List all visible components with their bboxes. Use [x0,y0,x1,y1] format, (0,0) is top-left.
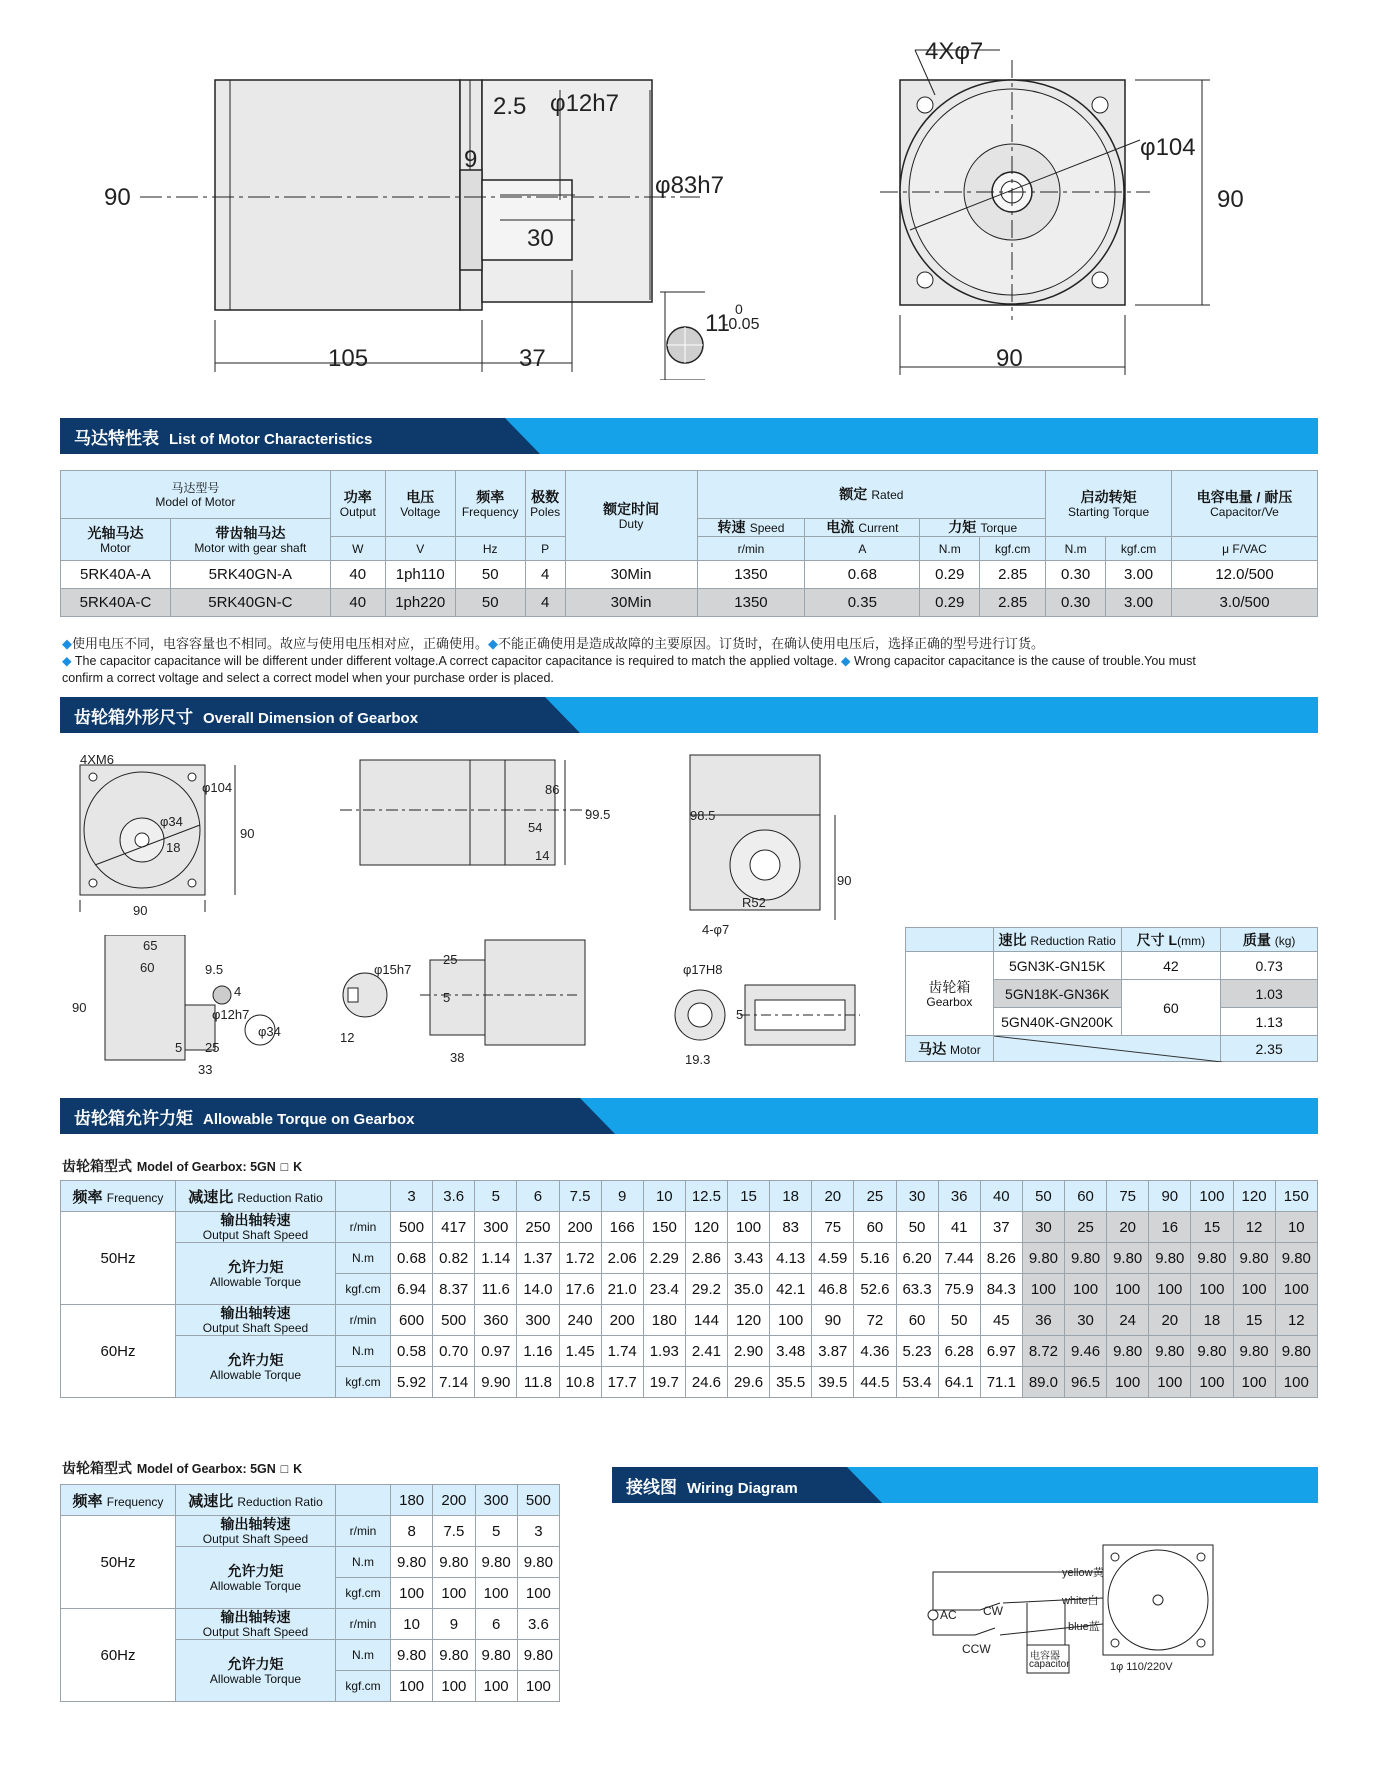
wiring-ccw-label: CCW [962,1642,991,1656]
torque-value-cell: 9.80 [517,1547,559,1578]
torque-value-cell: 89.0 [1022,1367,1064,1398]
torque-value-cell: 35.0 [728,1274,770,1305]
torque-value-cell: 16 [1149,1212,1191,1243]
ratio-header-cell: 60 [1065,1181,1107,1212]
torque-value-cell: 6.97 [980,1336,1022,1367]
table-row: 齿轮箱 Gearbox 5GN3K-GN15K 42 0.73 [906,952,1318,980]
ratio-header-cell: 3 [391,1181,433,1212]
supply-voltage-label: 1φ 110/220V [1110,1661,1173,1673]
torque-value-cell: 100 [1149,1367,1191,1398]
note-zh: ◆使用电压不同，电容容量也不相同。故应与使用电压相对应，正确使用。◆不能正确使用是造成故障的主要原因。订货时，在确认使用电压后，选择正确的型号进行订货。 [62,637,1045,652]
dim-83h7: φ83h7 [655,172,724,199]
dim-9: 9 [464,146,478,173]
torque-value-cell: 0.70 [433,1336,475,1367]
torque-value-cell: 100 [1275,1367,1317,1398]
torque-value-cell: 15 [1233,1305,1275,1336]
torque-value-cell: 83 [770,1212,812,1243]
torque-value-cell: 500 [433,1305,475,1336]
torque-value-cell: 100 [475,1671,517,1702]
torque-value-cell: 9.46 [1065,1336,1107,1367]
torque-value-cell: 0.58 [391,1336,433,1367]
torque-value-cell: 20 [1149,1305,1191,1336]
torque-value-cell: 52.6 [854,1274,896,1305]
torque-value-cell: 0.97 [475,1336,517,1367]
torque-value-cell: 1.16 [517,1336,559,1367]
ratio-header-cell: 18 [770,1181,812,1212]
torque-value-cell: 6 [475,1609,517,1640]
torque-value-cell: 8.37 [433,1274,475,1305]
torque-value-cell: 37 [980,1212,1022,1243]
torque-value-cell: 75 [812,1212,854,1243]
ratio-header-cell: 36 [938,1181,980,1212]
wire-blue-label: blue蓝 [1068,1621,1100,1633]
torque-value-cell: 9.80 [1275,1243,1317,1274]
torque-value-cell: 2.90 [728,1336,770,1367]
ratio-header-cell: 3.6 [433,1181,475,1212]
torque-value-cell: 500 [391,1212,433,1243]
ratio-header-cell: 10 [643,1181,685,1212]
torque-value-cell: 5.92 [391,1367,433,1398]
motor-front-view-drawing [880,30,1260,380]
torque-value-cell: 10 [1275,1212,1317,1243]
torque-value-cell: 9.80 [1191,1336,1233,1367]
torque-value-cell: 29.6 [728,1367,770,1398]
torque-value-cell: 25 [1065,1212,1107,1243]
torque-value-cell: 200 [601,1305,643,1336]
section-title-en: List of Motor Characteristics [169,431,373,448]
dim-90-right: 90 [1217,186,1244,213]
ratio-header-cell: 75 [1107,1181,1149,1212]
dim-105: 105 [328,345,369,372]
torque-value-cell: 2.41 [685,1336,727,1367]
torque-value-cell: 63.3 [896,1274,938,1305]
torque-value-cell: 3 [517,1516,559,1547]
torque-value-cell: 100 [391,1671,433,1702]
torque-value-cell: 23.4 [643,1274,685,1305]
torque-value-cell: 2.29 [643,1243,685,1274]
torque-value-cell: 50 [896,1212,938,1243]
torque-value-cell: 6.94 [391,1274,433,1305]
torque-value-cell: 8.72 [1022,1336,1064,1367]
torque-value-cell: 100 [1191,1367,1233,1398]
torque-value-cell: 100 [1107,1274,1149,1305]
torque-value-cell: 10 [391,1609,433,1640]
ratio-header-cell: 5 [475,1181,517,1212]
torque-value-cell: 1.37 [517,1243,559,1274]
ratio-header-cell: 25 [854,1181,896,1212]
torque-value-cell: 1.45 [559,1336,601,1367]
torque-value-cell: 100 [728,1212,770,1243]
dim-90-bottom: 90 [996,345,1023,372]
torque-value-cell: 3.87 [812,1336,854,1367]
ratio-header-cell: 30 [896,1181,938,1212]
torque-value-cell: 72 [854,1305,896,1336]
torque-value-cell: 9.80 [1107,1336,1149,1367]
torque-value-cell: 6.20 [896,1243,938,1274]
torque-value-cell: 9.80 [1107,1243,1149,1274]
table-row: 5GN40K-GN200K 1.13 [906,1008,1318,1036]
torque-value-cell: 84.3 [980,1274,1022,1305]
ratio-header-cell: 90 [1149,1181,1191,1212]
torque-value-cell: 9.90 [475,1367,517,1398]
torque-value-cell: 300 [517,1305,559,1336]
torque-value-cell: 9.80 [1065,1243,1107,1274]
torque-value-cell: 64.1 [938,1367,980,1398]
torque-value-cell: 9.80 [433,1547,475,1578]
dim-2-5: 2.5 [493,93,527,120]
torque-value-cell: 100 [517,1671,559,1702]
torque-value-cell: 0.68 [391,1243,433,1274]
torque-value-cell: 3.6 [517,1609,559,1640]
torque-value-cell: 9.80 [433,1640,475,1671]
wiring-ac-label: AC [940,1608,957,1622]
section-header-gearbox-dimension: 齿轮箱外形尺寸 Overall Dimension of Gearbox [60,697,1318,733]
torque-value-cell: 1.74 [601,1336,643,1367]
torque-value-cell: 100 [1275,1274,1317,1305]
torque-value-cell: 30 [1065,1305,1107,1336]
torque-value-cell: 9.80 [1233,1336,1275,1367]
torque-value-cell: 9.80 [1149,1243,1191,1274]
torque-value-cell: 4.59 [812,1243,854,1274]
motor-characteristics-table: 马达型号 Model of Motor 功率 Output 电压 Voltage 频率 Frequency 极数 Poles 额定时间 Duty 额定 Rated 启动转矩 Starting Torque 电容电量 / 耐压 Capacitor/Ve 光轴马达 Motor 带齿轴马达 Motor with gear shaft 转速 Speed 电流 Current 力矩 Torque W V Hz P r/min A N.m kgf.cm N.m kgf.cm μ F/VAC 5RK40A-A 5RK40GN-A 40 1ph110 50 4 30Min 1350 0.68 0.29 2.85 0.30 3.00 12.0/500 5RK40A-C 5RK40GN-C 40 1ph220 50 4 30Min 1350 0.35 0.29 2.85 0.30 3.00 3.0/500 [60,470,1318,617]
section-header-wiring: 接线图 Wiring Diagram [612,1467,1318,1503]
torque-value-cell: 8 [391,1516,433,1547]
torque-value-cell: 39.5 [812,1367,854,1398]
dim-90-height: 90 [104,184,131,211]
wire-white-label: white白 [1062,1595,1099,1607]
ratio-header-cell: 40 [980,1181,1022,1212]
torque-value-cell: 17.7 [601,1367,643,1398]
torque-value-cell: 10.8 [559,1367,601,1398]
torque-value-cell: 100 [475,1578,517,1609]
torque-value-cell: 120 [728,1305,770,1336]
torque-value-cell: 100 [1233,1274,1275,1305]
allowable-torque-table-1: 频率 Frequency 减速比 Reduction Ratio 3 3.6 5 6 7.5 9 10 12.5 15 18 20 25 30 36 40 50 60 75 90 100 120 150 50Hz 输出轴转速 Output Shaft Speed r/min 500 417 300 250 200 166 150 120 100 83 75 60 50 41 37 30 25 20 16 15 12 10 允许力矩 Allowable Torque N.m 0.68 0.82 1.14 1.37 1.72 2.06 2.29 2.86 3.43 4.13 4.59 5.16 6.20 7.44 8.26 9.80 9.80 9.80 9.80 9.80 9.80 9.80 kgf.cm 6.94 8.37 11.6 14.0 17.6 21.0 23.4 29.2 35.0 42.1 46.8 52.6 63.3 75.9 84.3 100 100 100 100 100 100 100 60Hz 输出轴转速 Output Shaft Speed r/min 600 500 360 300 240 200 180 144 120 100 90 72 60 50 45 36 30 24 20 18 15 12 允许力矩 Allowable Torque N.m 0.58 0.70 0.97 1.16 1.45 1.74 1.93 2.41 2.90 3.48 3.87 4.36 5.23 6.28 6.97 8.72 9.46 9.80 9.80 9.80 9.80 9.80 kgf.cm 5.92 7.14 9.90 11.8 10.8 17.7 19.7 24.6 29.6 35.5 39.5 44.5 53.4 64.1 71.1 89.0 96.5 100 100 100 100 100 [60,1180,1318,1398]
torque-value-cell: 9.80 [1149,1336,1191,1367]
torque-value-cell: 1.72 [559,1243,601,1274]
ratio-header-cell: 180 [391,1485,433,1516]
torque-value-cell: 100 [391,1578,433,1609]
ratio-header-cell: 20 [812,1181,854,1212]
torque-value-cell: 100 [1233,1367,1275,1398]
torque-value-cell: 300 [475,1212,517,1243]
torque-value-cell: 30 [1022,1212,1064,1243]
torque-value-cell: 1.93 [643,1336,685,1367]
torque-value-cell: 100 [1149,1274,1191,1305]
torque-value-cell: 600 [391,1305,433,1336]
torque-value-cell: 46.8 [812,1274,854,1305]
torque-value-cell: 250 [517,1212,559,1243]
torque-value-cell: 200 [559,1212,601,1243]
torque-value-cell: 19.7 [643,1367,685,1398]
dim-104: φ104 [1140,134,1196,161]
torque-value-cell: 71.1 [980,1367,1022,1398]
torque-value-cell: 9.80 [391,1547,433,1578]
torque-value-cell: 50 [938,1305,980,1336]
ratio-header-cell: 500 [517,1485,559,1516]
dim-37: 37 [519,345,546,372]
dim-tolerance-top: 0 [735,301,743,317]
torque-value-cell: 1.14 [475,1243,517,1274]
torque-value-cell: 100 [1107,1367,1149,1398]
torque-value-cell: 14.0 [517,1274,559,1305]
torque-value-cell: 9.80 [1275,1336,1317,1367]
torque-value-cell: 144 [685,1305,727,1336]
gearbox-side-drawing [330,755,600,875]
torque-value-cell: 53.4 [896,1367,938,1398]
torque-value-cell: 180 [643,1305,685,1336]
torque-value-cell: 60 [854,1212,896,1243]
dim-30: 30 [527,225,554,252]
torque-value-cell: 9.80 [517,1640,559,1671]
torque-value-cell: 35.5 [770,1367,812,1398]
torque-value-cell: 3.48 [770,1336,812,1367]
torque-value-cell: 75.9 [938,1274,980,1305]
wire-yellow-label: yellow黄 [1062,1567,1104,1579]
ratio-header-cell: 300 [475,1485,517,1516]
torque-value-cell: 6.28 [938,1336,980,1367]
dim-shaft-12h7: φ12h7 [550,90,619,117]
torque-value-cell: 9.80 [1191,1243,1233,1274]
torque-value-cell: 17.6 [559,1274,601,1305]
torque-value-cell: 5.16 [854,1243,896,1274]
torque-value-cell: 7.5 [433,1516,475,1547]
torque-value-cell: 24.6 [685,1367,727,1398]
torque-value-cell: 100 [433,1671,475,1702]
torque-value-cell: 150 [643,1212,685,1243]
table-row: 马达 Motor 2.35 [906,1036,1318,1062]
ratio-header-cell: 120 [1233,1181,1275,1212]
torque-value-cell: 100 [770,1305,812,1336]
section-header-motor-characteristics [60,418,1318,454]
gearbox-model-label-1: 齿轮箱型式 Model of Gearbox: 5GN □ K [62,1159,303,1175]
torque-value-cell: 417 [433,1212,475,1243]
ratio-header-cell: 6 [517,1181,559,1212]
torque-value-cell: 9 [433,1609,475,1640]
torque-value-cell: 5.23 [896,1336,938,1367]
note-en-1: ◆ The capacitor capacitance will be different under different voltage.A correct capacitor capacitance is required to match the applied voltage. ◆ Wrong capacitor capacitance is the cause of trouble.You must [62,654,1196,668]
torque-value-cell: 45 [980,1305,1022,1336]
torque-value-cell: 3.43 [728,1243,770,1274]
torque-value-cell: 90 [812,1305,854,1336]
allowable-torque-table-2: 频率 Frequency 减速比 Reduction Ratio 180 200 300 500 50Hz 输出轴转速 Output Shaft Speed r/min 8 7.5 5 3 允许力矩 Allowable Torque N.m 9.80 9.80 9.80 9.80 kgf.cm 100 100 100 100 60Hz 输出轴转速 Output Shaft Speed r/min 10 9 6 3.6 允许力矩 Allowable Torque N.m 9.80 9.80 9.80 9.80 kgf.cm 100 100 100 100 [60,1484,560,1702]
torque-value-cell: 100 [517,1578,559,1609]
torque-value-cell: 9.80 [1022,1243,1064,1274]
torque-value-cell: 21.0 [601,1274,643,1305]
wiring-cw-label: CW [983,1604,1003,1618]
torque-value-cell: 4.13 [770,1243,812,1274]
torque-value-cell: 29.2 [685,1274,727,1305]
dim-tolerance-bottom: -0.05 [723,316,760,333]
note-en-2: confirm a correct voltage and select a correct model when your purchase order is placed. [62,671,554,685]
capacitor-label-zh: 电容器 [1030,1651,1060,1662]
torque-value-cell: 2.06 [601,1243,643,1274]
torque-value-cell: 12 [1275,1305,1317,1336]
torque-value-cell: 60 [896,1305,938,1336]
torque-value-cell: 120 [685,1212,727,1243]
torque-value-cell: 100 [433,1578,475,1609]
torque-value-cell: 41 [938,1212,980,1243]
table-row: 5RK40A-C 5RK40GN-C 40 1ph220 50 4 30Min 1350 0.35 0.29 2.85 0.30 3.00 3.0/500 [61,589,1318,617]
torque-value-cell: 0.82 [433,1243,475,1274]
torque-value-cell: 24 [1107,1305,1149,1336]
torque-value-cell: 44.5 [854,1367,896,1398]
torque-value-cell: 9.80 [475,1547,517,1578]
torque-value-cell: 7.44 [938,1243,980,1274]
ratio-header-cell: 15 [728,1181,770,1212]
gear-shaft-drawing [80,935,300,1075]
gearbox-top-drawing [680,750,860,940]
torque-value-cell: 5 [475,1516,517,1547]
torque-value-cell: 9.80 [475,1640,517,1671]
torque-value-cell: 2.86 [685,1243,727,1274]
torque-value-cell: 7.14 [433,1367,475,1398]
torque-value-cell: 4.36 [854,1336,896,1367]
ratio-header-cell: 12.5 [685,1181,727,1212]
torque-value-cell: 36 [1022,1305,1064,1336]
ratio-header-cell: 7.5 [559,1181,601,1212]
torque-value-cell: 360 [475,1305,517,1336]
torque-value-cell: 11.6 [475,1274,517,1305]
dim-4x7-holes: 4Xφ7 [925,38,984,65]
torque-value-cell: 18 [1191,1305,1233,1336]
ratio-header-cell: 50 [1022,1181,1064,1212]
torque-value-cell: 100 [1191,1274,1233,1305]
torque-value-cell: 20 [1107,1212,1149,1243]
torque-value-cell: 9.80 [1233,1243,1275,1274]
table-row: 5GN18K-GN36K 60 1.03 [906,980,1318,1008]
torque-value-cell: 15 [1191,1212,1233,1243]
torque-value-cell: 100 [1022,1274,1064,1305]
torque-value-cell: 12 [1233,1212,1275,1243]
reduction-ratio-table: 速比 Reduction Ratio 尺寸 L(mm) 质量 (kg) 齿轮箱 Gearbox 5GN3K-GN15K 42 0.73 5GN18K-GN36K 60 1.03 5GN40K-GN200K 1.13 马达 Motor 2.35 [905,927,1318,1062]
capacitor-label-en: capacitor [1029,1659,1070,1670]
gearbox-model-label-2: 齿轮箱型式 Model of Gearbox: 5GN □ K [62,1461,303,1477]
torque-value-cell: 42.1 [770,1274,812,1305]
torque-value-cell: 100 [1065,1274,1107,1305]
torque-value-cell: 9.80 [391,1640,433,1671]
torque-value-cell: 8.26 [980,1243,1022,1274]
ratio-header-cell: 200 [433,1485,475,1516]
torque-value-cell: 166 [601,1212,643,1243]
section-title-zh: 马达特性表 [74,429,159,449]
torque-value-cell: 240 [559,1305,601,1336]
dim-11: 11 [705,310,730,337]
torque-value-cell: 96.5 [1065,1367,1107,1398]
section-header-allowable-torque: 齿轮箱允许力矩 Allowable Torque on Gearbox [60,1098,1318,1134]
torque-value-cell: 11.8 [517,1367,559,1398]
ratio-header-cell: 9 [601,1181,643,1212]
table-row: 5RK40A-A 5RK40GN-A 40 1ph110 50 4 30Min 1350 0.68 0.29 2.85 0.30 3.00 12.0/500 [61,561,1318,589]
ratio-header-cell: 150 [1275,1181,1317,1212]
ratio-header-cell: 100 [1191,1181,1233,1212]
